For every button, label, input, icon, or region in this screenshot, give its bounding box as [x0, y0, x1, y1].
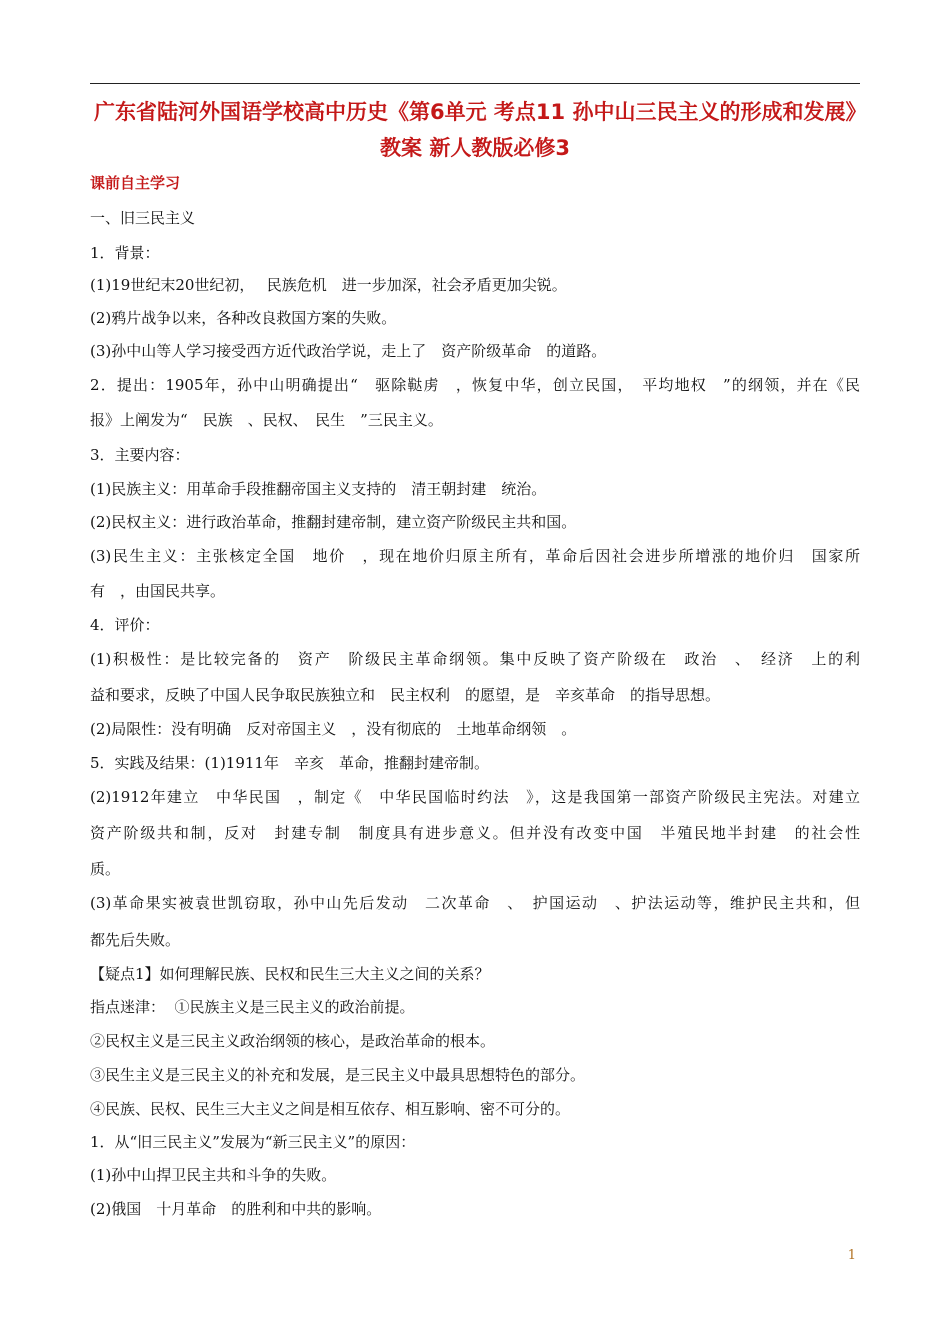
document-title: 广东省陆河外国语学校高中历史《第6单元 考点11 孙中山三民主义的形成和发展》教案 新人教版必修3: [94, 100, 856, 160]
text-line: 都先后失败。: [90, 931, 181, 949]
doubt-question: 【疑点1】如何理解民族、民权和民生三大主义之间的关系？: [90, 965, 490, 983]
text-line: (3)孙中山等人学习接受西方近代政治学说，走上了 资产阶级革命 的道路。: [90, 342, 607, 360]
text-line: 有 ，由国民共享。: [90, 582, 226, 600]
text-line: 资产阶级共和制，反对 封建专制 制度具有进步意义。但并没有改变中国 半殖民地半封建 的社会性: [90, 824, 860, 842]
section-label: 课前自主学习: [90, 174, 181, 192]
text-line: (2)1912年建立 中华民国 ，制定《 中华民国临时约法 》，这是我国第一部资产阶级民主宪法。对建立: [90, 788, 860, 806]
text-line: ③民生主义是三民主义的补充和发展，是三民主义中最具思想特色的部分。: [90, 1066, 586, 1084]
text-line: 益和要求，反映了中国人民争取民族独立和 民主权利 的愿望，是 辛亥革命 的指导思想。: [90, 686, 721, 704]
heading-old-three-principles: 一、旧三民主义: [90, 209, 196, 227]
text-line: (2)局限性：没有明确 反对帝国主义 ，没有彻底的 土地革命纲领 。: [90, 720, 577, 738]
text-line: (1)19世纪末20世纪初， 民族危机 进一步加深，社会矛盾更加尖锐。: [90, 276, 567, 294]
text-line: ④民族、民权、民生三大主义之间是相互依存、相互影响、密不可分的。: [90, 1100, 571, 1118]
text-line: (2)俄国 十月革命 的胜利和中共的影响。: [90, 1200, 382, 1218]
text-line: 报》上阐发为“ 民族 、民权、 民生 ”三民主义。: [90, 411, 443, 429]
header-rule: [90, 83, 860, 84]
text-line: (3)革命果实被袁世凯窃取，孙中山先后发动 二次革命 、 护国运动 、护法运动等，维护民主共和，但: [90, 894, 860, 912]
text-line: (2)鸦片战争以来，各种改良救国方案的失败。: [90, 309, 397, 327]
text-line: 指点迷津： ①民族主义是三民主义的政治前提。: [90, 998, 415, 1016]
text-line: 1．从“旧三民主义”发展为“新三民主义”的原因：: [90, 1133, 416, 1151]
text-line: (1)孙中山捍卫民主共和斗争的失败。: [90, 1166, 337, 1184]
text-line: 3．主要内容：: [90, 446, 190, 464]
page-number: 1: [847, 1248, 856, 1263]
text-line: 5．实践及结果：(1)1911年 辛亥 革命，推翻封建帝制。: [90, 754, 489, 772]
text-line: (1)积极性：是比较完备的 资产 阶级民主革命纲领。集中反映了资产阶级在 政治 、 经济 上的利: [90, 650, 860, 668]
text-line: 1．背景：: [90, 244, 160, 262]
text-line: 2．提出：1905年，孙中山明确提出“ 驱除鞑虏 ，恢复中华，创立民国， 平均地权 ”的纲领，并在《民: [90, 376, 860, 394]
text-line: (1)民族主义：用革命手段推翻帝国主义支持的 清王朝封建 统治。: [90, 480, 547, 498]
text-line: ②民权主义是三民主义政治纲领的核心，是政治革命的根本。: [90, 1032, 496, 1050]
text-line: 4．评价：: [90, 616, 160, 634]
text-line: (3)民生主义：主张核定全国 地价 ，现在地价归原主所有，革命后因社会进步所增涨的地价归 国家所: [90, 547, 860, 565]
text-line: 质。: [90, 860, 121, 878]
text-line: (2)民权主义：进行政治革命，推翻封建帝制，建立资产阶级民主共和国。: [90, 513, 577, 531]
